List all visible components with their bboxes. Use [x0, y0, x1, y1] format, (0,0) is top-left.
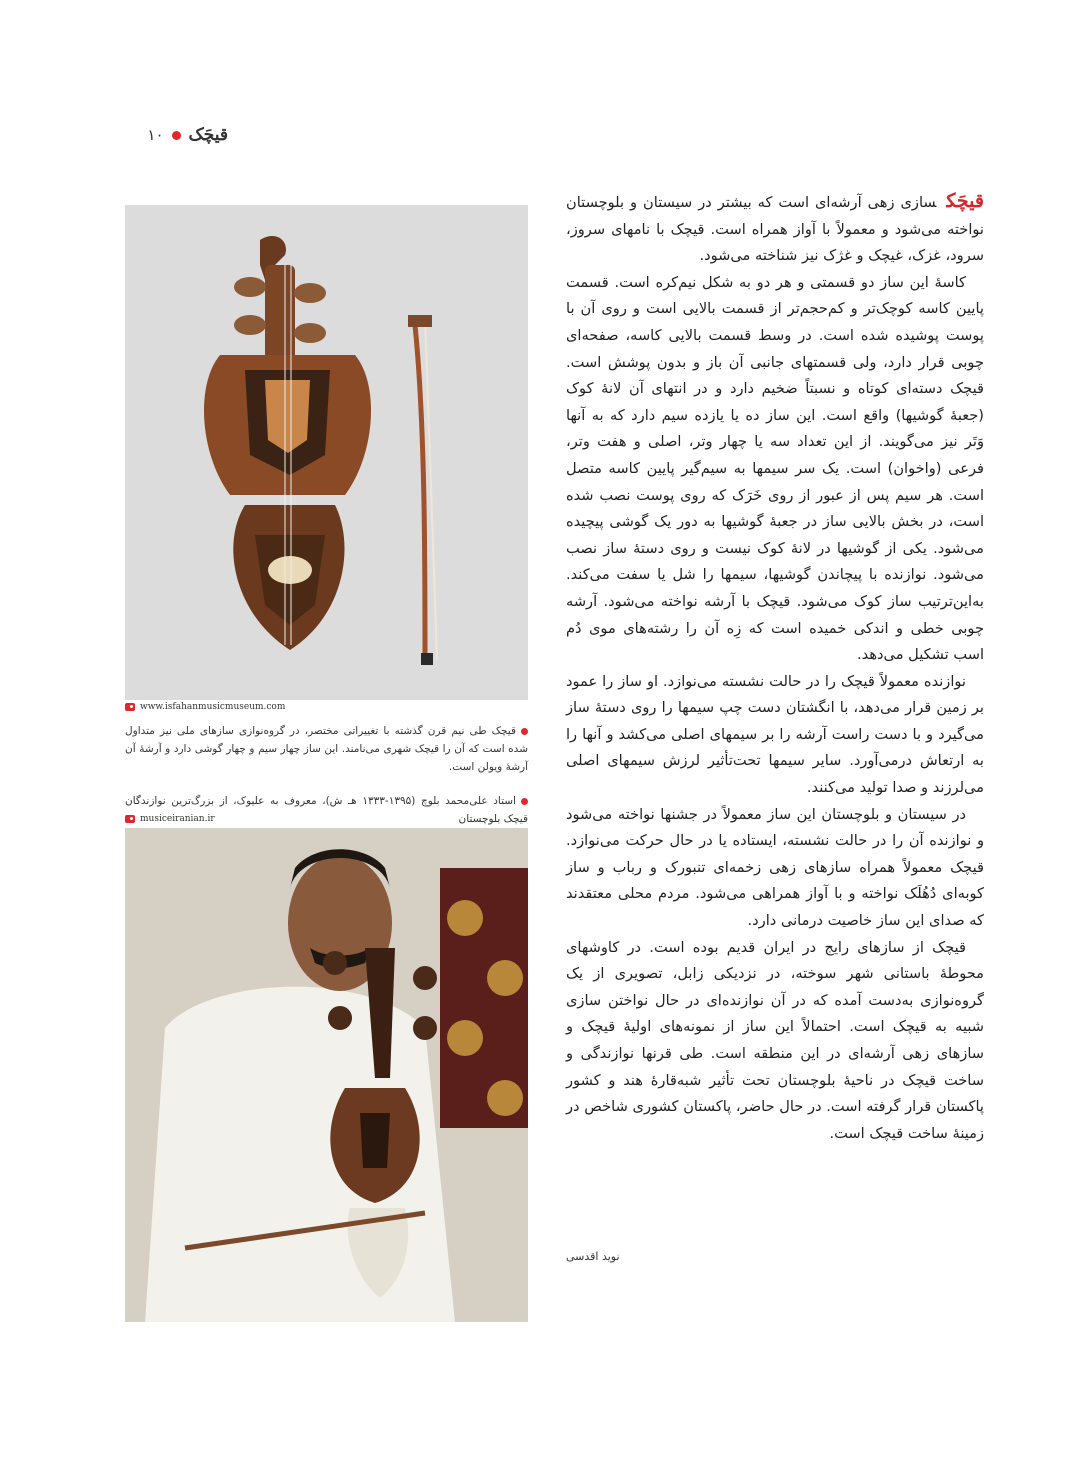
figure2-source-text: musiceiranian.ir	[140, 814, 215, 824]
article-paragraph: کاسهٔ این ساز دو قسمتی و هر دو به شکل نیم‌کره است. قسمت پایین کاسه کوچک‌تر و کم‌حجم‌تر از قسمت بالایی است و روی آن با پوست پوشیده شده است. در وسط قسمت بالایی کاسه، صفحه‌ای چوبی قرار دارد، ولی قسمتهای جانبی آن باز و بدون پوشش است. قیچک دسته‌ای کوتاه و نسبتاً ضخیم دارد و در انتهای آن لانهٔ کوک (جعبهٔ گوشیها) واقع است. این ساز ده یا یازده سیم دارد که به آنها وَتَر نیز می‌گویند. از این تعداد سه یا چهار وتر، اصلی و هفت وتر، فرعی (واخوان) است. یک سر سیمها به سیم‌گیر پایین کاسه متصل است. هر سیم پس از عبور از روی خَرَک که روی پوست نصب شده است، در بخش بالایی ساز در جعبهٔ گوشیها به دور یک گوشی پیچیده می‌شود. یکی از گوشیها در لانهٔ کوک نیست و روی دستهٔ ساز نصب می‌شود. نوازنده با پیچاندن گوشیها، سیمها را شل یا سفت می‌کند. به‌این‌ترتیب ساز کوک می‌شود. قیچک با آرشه نواخته می‌شود. آرشه چوبی خطی و اندکی خمیده است که زِه آن را رشته‌های موی دُم اسب تشکیل می‌دهد.	[566, 273, 984, 664]
caption-bullet-icon	[521, 798, 528, 805]
article-paragraph-text: سازی زهی آرشه‌ای است که بیشتر در سیستان و بلوچستان نواخته می‌شود و معمولاً با آواز همراه است. قیچک با نامهای سروز، سرود، غزک، غیچک و غژک نیز شناخته می‌شود.	[566, 194, 984, 265]
author-name: نوید اقدسی	[566, 1250, 620, 1263]
article-paragraph	[566, 188, 984, 270]
figure2-caption-text: استاد علی‌محمد بلوچ (۱۳۹۵-۱۳۳۳ هـ ش)، معروف به علیوک، از بزرگ‌ترین نوازندگان قیچک بلوچستان	[125, 795, 528, 825]
figure1-source-text: www.isfahanmusicmuseum.com	[140, 702, 286, 712]
figure1-source	[125, 700, 285, 714]
header-dot	[172, 131, 181, 140]
source-logo-icon	[125, 815, 135, 823]
header-title: قیچَک	[188, 125, 228, 145]
running-header	[118, 120, 228, 150]
article-headword: قیچَک	[946, 190, 984, 212]
article-paragraph: در سیستان و بلوچستان این ساز معمولاً در جشنها نواخته می‌شود و نوازنده آن را در حالت نشسته، ایستاده یا در حال حرکت می‌نوازد. قیچک معمولاً همراه سازهای زهی زخمه‌ای تنبورک و رباب و ساز کوبه‌ای دُهُلَک نواخته و با آواز همراهی می‌شود. مردم محلی معتقدند که صدای این ساز خاصیت درمانی دارد.	[566, 805, 984, 930]
source-logo-icon	[125, 703, 135, 711]
figure1-caption-text: قیچک طی نیم قرن گذشته با تغییراتی مختصر، در گروه‌نوازی سازهای ملی نیز متداول شده است که آن را قیچک شهری می‌نامند. این ساز چهار سیم و چهار گوشی دارد و آرشهٔ آن آرشهٔ ویولن است.	[125, 725, 528, 773]
page-number: ۱۰	[147, 126, 164, 144]
figure2-source	[125, 812, 215, 826]
article-paragraph: قیچک از سازهای رایج در ایران قدیم بوده است. در کاوشهای محوطهٔ باستانی شهر سوخته، در نزدیکی زابل، تصویری از یک گروه‌نوازی به‌دست آمده که در آن نوازنده‌ای در حال نواختن سازی شبیه به قیچک است. احتمالاً این ساز از نمونه‌های اولیهٔ قیچک و سازهای زهی آرشه‌ای در این منطقه است. طی قرنها نوازندگی و ساخت قیچک در ناحیهٔ بلوچستان تحت تأثیر شبه‌قارهٔ هند و کشور پاکستان قرار گرفته است. در حال حاضر، پاکستان کشوری شاخص در زمینهٔ ساخت قیچک است.	[566, 938, 984, 1142]
qeychak-instrument-photo	[125, 205, 528, 700]
article-body	[566, 188, 984, 1147]
article-paragraph: نوازنده معمولاً قیچک را در حالت نشسته می‌نوازد. او ساز را عمود بر زمین قرار می‌دهد، با انگشتان دست چپ سیمها را روی دستهٔ ساز می‌گیرد و با دست راست آرشه را بر سیمهای اصلی می‌کشد و آنها را به ارتعاش درمی‌آورد. سایر سیمها تحت‌تأثیر لرزش سیمهای اصلی می‌لرزند و صدا تولید می‌کنند.	[566, 672, 984, 797]
musician-photo	[125, 828, 528, 1322]
caption-bullet-icon	[521, 728, 528, 735]
figure1-caption	[125, 722, 528, 776]
